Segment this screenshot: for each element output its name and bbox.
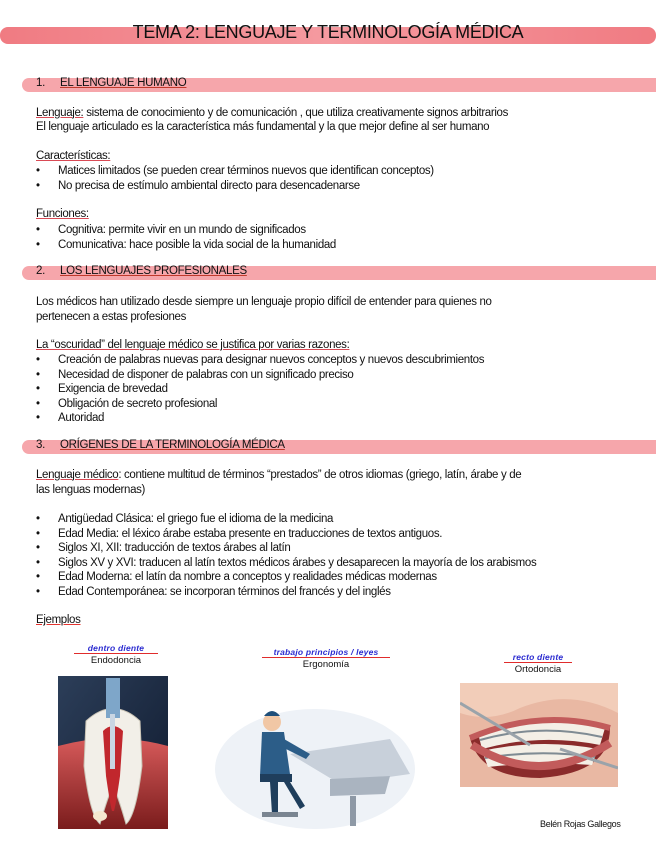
example-ortodoncia xyxy=(504,652,572,675)
example-ergonomia xyxy=(262,647,390,670)
list-item: • Edad Contemporánea: se incorporan términos del francés y del inglés xyxy=(36,585,536,600)
section-1-title: EL LENGUAJE HUMANO xyxy=(60,77,187,89)
list-item: • Edad Media: el léxico árabe estaba presente en traducciones de textos antiguos. xyxy=(36,527,536,542)
lenguaje-medico-line2: las lenguas modernas) xyxy=(36,484,145,496)
razones-label: La “oscuridad” del lenguaje médico se justifica por varias razones: xyxy=(36,339,350,351)
funciones-label: Funciones: xyxy=(36,208,89,220)
lenguaje-definition xyxy=(36,107,508,119)
list-item: • Antigüedad Clásica: el griego fue el idioma de la medicina xyxy=(36,512,536,527)
list-item: • Comunicativa: hace posible la vida social de la humanidad xyxy=(36,238,336,253)
example-word: Ergonomía xyxy=(262,657,390,670)
caracteristicas-label: Características: xyxy=(36,150,111,162)
section-2-paragraph-line2: pertenecen a estas profesiones xyxy=(36,311,186,323)
list-item: • Siglos XI, XII: traducción de textos árabes al latín xyxy=(36,541,536,556)
list-item: • Necesidad de disponer de palabras con un significado preciso xyxy=(36,368,484,383)
list-item: • Creación de palabras nuevas para designar nuevos conceptos y nuevos descubrimientos xyxy=(36,353,484,368)
example-word: Ortodoncia xyxy=(504,662,572,675)
list-item: • Siglos XV y XVI: traducen al latín textos médicos árabes y desaparecen la mayoría de los arabismos xyxy=(36,556,536,571)
section-2-heading xyxy=(36,265,247,277)
list-item: • Edad Moderna: el latín da nombre a conceptos y realidades médicas modernas xyxy=(36,570,536,585)
section-3-number: 3. xyxy=(36,439,45,451)
section-1-number: 1. xyxy=(36,77,45,89)
section-2-title: LOS LENGUAJES PROFESIONALES xyxy=(60,265,247,277)
list-item: • Exigencia de brevedad xyxy=(36,382,484,397)
tooth-endodontic-illustration xyxy=(58,676,168,829)
braces-photo xyxy=(460,683,618,787)
ejemplos-label: Ejemplos xyxy=(36,614,81,626)
example-annotation: recto diente xyxy=(512,652,564,662)
section-3-heading xyxy=(36,439,285,451)
list-item: • Obligación de secreto profesional xyxy=(36,397,484,412)
section-2-number: 2. xyxy=(36,265,45,277)
razones-list xyxy=(36,353,484,426)
funciones-list xyxy=(36,223,336,252)
list-item: • Matices limitados (se pueden crear términos nuevos que identifican conceptos) xyxy=(36,164,434,179)
example-annotation: trabajo principios / leyes xyxy=(273,647,379,657)
author-name: Belén Rojas Gallegos xyxy=(540,819,621,829)
epocas-list xyxy=(36,512,536,599)
lenguaje-medico-text: : contiene multitud de términos “prestados” de otros idiomas (griego, latín, árabe y de xyxy=(118,469,522,481)
caracteristicas-list xyxy=(36,164,434,193)
lenguaje-medico-definition xyxy=(36,469,521,481)
example-word: Endodoncia xyxy=(74,653,158,666)
list-item: • Autoridad xyxy=(36,411,484,426)
lenguaje-term: Lenguaje: xyxy=(36,107,84,119)
dentist-ergonomics-illustration xyxy=(210,684,420,834)
lenguaje-definition-text: sistema de conocimiento y de comunicación , que utiliza creativamente signos arbitrarios xyxy=(83,107,508,119)
example-annotation: dentro diente xyxy=(87,643,145,653)
list-item: • Cognitiva: permite vivir en un mundo de significados xyxy=(36,223,336,238)
lenguaje-medico-term: Lenguaje médico xyxy=(36,469,119,481)
section-1-heading xyxy=(36,77,186,89)
section-3-title: ORÍGENES DE LA TERMINOLOGÍA MÉDICA xyxy=(60,439,285,451)
page-title: TEMA 2: LENGUAJE Y TERMINOLOGÍA MÉDICA xyxy=(132,22,524,42)
example-endodoncia xyxy=(74,643,158,666)
list-item: • No precisa de estímulo ambiental directo para desencadenarse xyxy=(36,179,434,194)
lenguaje-definition-line2: El lenguaje articulado es la característica más fundamental y la que mejor define al ser humano xyxy=(36,121,490,133)
section-2-paragraph-line1: Los médicos han utilizado desde siempre un lenguaje propio difícil de entender para quienes no xyxy=(36,296,492,308)
